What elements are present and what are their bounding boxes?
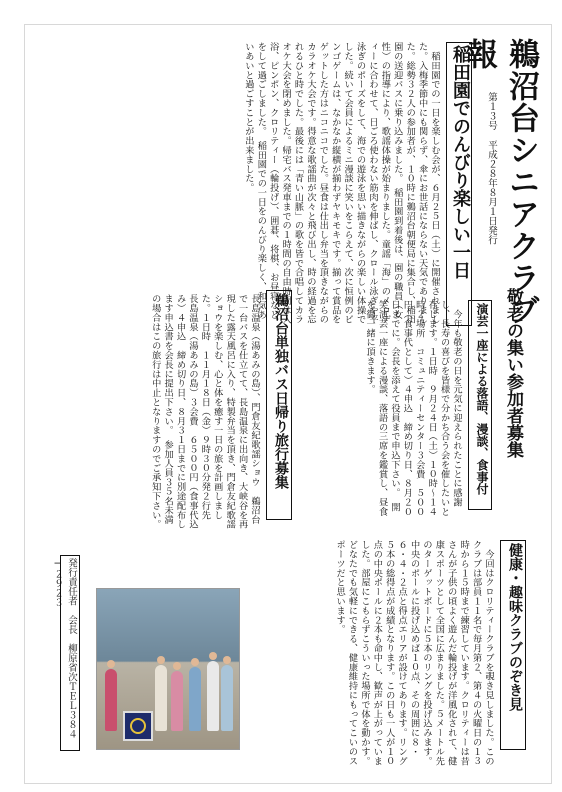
person-figure [207, 661, 219, 731]
person-figure [221, 665, 233, 731]
article4-headline: 健康・趣味クラブのぞき見 [500, 540, 526, 750]
person-figure [189, 667, 201, 731]
person-figure [105, 669, 117, 731]
article3-body: 今年も敬老の日を元気に迎えられたことに感謝し、長寿の喜びを皆様で分かち合う会を催したいと存じます。１日時 ９月２４日（土）１０時～１４時２場所 コミュニティーセンター３会費 ５００円（食事代として）４申込 締め切り日、８月２０日までに。会長を添えて役員まで申込下さい。 開笑演芸一座による漫談、落語の三席を鑑賞し、昼食を御一緒に頂きます。 [364, 300, 462, 517]
article1-headline: 稲田園でのんびり楽しい一日 [446, 42, 472, 326]
issuer-info: 発行責任者 会長 柳原省次ＴＥＬ３８４−２９２３ [60, 555, 80, 751]
issue-number: 第１３号 [486, 92, 497, 130]
person-figure [155, 665, 167, 731]
target-board [123, 711, 153, 741]
article3-headline: 敬老の集い参加者募集 [503, 288, 523, 458]
article2-headline: 鵜沼台単独バス日帰り旅行募集 [266, 290, 292, 520]
person-figure [171, 671, 183, 731]
club-photo [96, 588, 240, 750]
article2-body: 長島温泉（湯あみの島）、門倉友紀歌謡ショウ 鵜沼台で一台バスを仕立てて、長島温泉に出向き、大峡谷を再現した露天風呂に入り、特製弁当を頂き、門倉友紀歌謡ショウを楽しむ、心と体を癒す一日の旅を計画しました。１日時 １１月１８日（金）９時３０分発２行先 長島温泉（湯あみの島）３会費 ６５００円（食事代込み）４申込 締め切り日、８月３１日までに別途配布します申込書を会長に提出下さい。 参加人員３５名未満の場合はこの旅行は中止となりますのでご承知下さい。 [149, 294, 260, 530]
article3-subhead: 演芸一座による落語、漫談、食事付 [468, 300, 492, 510]
article4-body: 今回はクロリティークラブを覗き見しました。このクラブは部員１１名で毎月第２、第４の火曜日の１３時から１５時まで練習しています。クロリティーは昔さんが子供の頃よく遊んだ輪投げが洋風化されて、健康スポーツとして全国に広まりました。５メートル先のターゲットボードに５本のリングを投げ込みます。中央のポールに投げ込めば１０点、その周囲に８・６・４・２点と得点エリアが設けてあります。リング５本の総得点が成績となります。この日も一人が１０点の中央ポールに２本も命中し、歓声が上がっていました。部屋にこもらずこういった場所で体を動かす。どなたでも気軽にできる、健康維持にもってこいのスポーツだと思います。 [334, 540, 494, 766]
newsletter-title: 鵜沼台シニアクラブ報 [461, 38, 539, 326]
article1-body: 稲田園での一日を楽しむ会が、６月２５日（土）に開催されました。入梅季節中にも関らず、傘にお世話にならない天気でありました。総勢３２人の参加者が、１０時に鵜沼台朝便局に集合し、稲田園の送迎バスに乗り込みました。 稲田園到着後は、園の職員（女性）の指導により、歌謡体操が始まりました。童謡「海」のメロディーに合わせて、日ごろ使わない筋肉を伸ばし、クロール泳ぎや平泳ぎのポーズをして、海での遊泳を思い描きながらの楽しい体操でした。続いて会員によるミニ漫談に笑いをこらえて、次に恒例のビンゴゲームは、なかなか縦横が揃わずヤキモキです。揃って賞品をゲットした方はニコニコでした。昼食は仕出し弁当を頂きながらのカラオケ大会です。得意な歌謡曲が次々と飛び出し、時の経過を忘れるひと時でした。最後には「青い山脈」の歌を皆で合唱してカラオケ大会を閉めました。帰宅バス発車までの１時間の自由時間は入浴、ピンポン、クロリティー（輪投げ）、囲碁、将棋、お昼寝などをして過ごしました。 稲田園での一日をのんびり楽しく、和気あいあいと過ごすことが出来ました。 [242, 42, 440, 324]
issue-date: 平成２８年８月１日発行 [486, 140, 497, 245]
